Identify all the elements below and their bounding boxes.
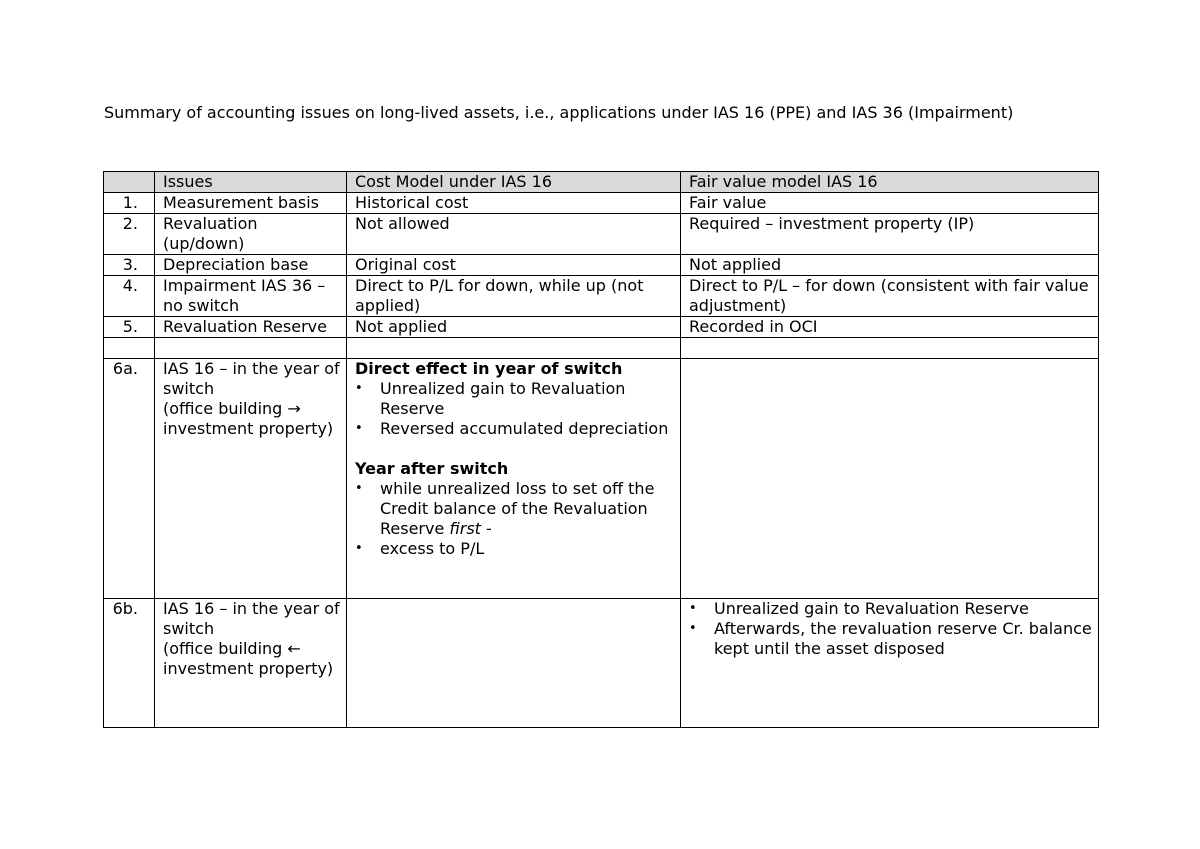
row-number: 1. xyxy=(104,193,155,214)
cost-bullet-list xyxy=(355,379,676,439)
row-issue: Revaluation Reserve xyxy=(155,317,347,338)
empty-cell xyxy=(155,338,347,359)
bullet-item: • Afterwards, the revaluation reserve Cr. balance kept until the asset disposed xyxy=(689,619,1094,659)
row-number: 6a. xyxy=(104,359,155,599)
row-issue: Depreciation base xyxy=(155,255,347,276)
table-row xyxy=(104,255,1099,276)
table-row xyxy=(104,214,1099,255)
row-fair: Not applied xyxy=(681,255,1099,276)
row-number: 4. xyxy=(104,276,155,317)
row-fair: Fair value xyxy=(681,193,1099,214)
row-issue: Revaluation (up/down) xyxy=(155,214,347,255)
row-number: 2. xyxy=(104,214,155,255)
row-cost: Original cost xyxy=(347,255,681,276)
row-cost: Historical cost xyxy=(347,193,681,214)
row-fair: Direct to P/L – for down (consistent with fair value adjustment) xyxy=(681,276,1099,317)
table-row xyxy=(104,317,1099,338)
row-issue: Impairment IAS 36 – no switch xyxy=(155,276,347,317)
bullet-text: - xyxy=(480,519,492,538)
table-row-6b xyxy=(104,599,1099,728)
issue-line: IAS 16 – in the year of switch xyxy=(163,599,340,638)
bullet-item: • Unrealized gain to Revaluation Reserve xyxy=(689,599,1094,619)
table-row xyxy=(104,276,1099,317)
row-cost xyxy=(347,599,681,728)
row-fair xyxy=(681,359,1099,599)
row-issue: Measurement basis xyxy=(155,193,347,214)
issue-line: (office building ← investment property) xyxy=(163,639,334,678)
row-issue xyxy=(155,359,347,599)
issue-line: (office building → investment property) xyxy=(163,399,334,438)
fair-bullet-list xyxy=(689,599,1094,659)
row-fair: Recorded in OCI xyxy=(681,317,1099,338)
table-header-row xyxy=(104,172,1099,193)
row-number: 3. xyxy=(104,255,155,276)
row-cost: Not applied xyxy=(347,317,681,338)
bullet-item: • Unrealized gain to Revaluation Reserve xyxy=(355,379,676,419)
bullet-item xyxy=(355,479,676,539)
cost-subheading: Direct effect in year of switch xyxy=(355,359,623,378)
empty-cell xyxy=(681,338,1099,359)
table-row xyxy=(104,193,1099,214)
issue-line: IAS 16 – in the year of switch xyxy=(163,359,340,398)
summary-table xyxy=(103,171,1099,728)
header-issues: Issues xyxy=(155,172,347,193)
row-number: 6b. xyxy=(104,599,155,728)
empty-row xyxy=(104,338,1099,359)
bullet-emphasis: first xyxy=(449,519,481,538)
row-cost: Not allowed xyxy=(347,214,681,255)
empty-cell xyxy=(347,338,681,359)
page-title: Summary of accounting issues on long-lived assets, i.e., applications under IAS 16 (PPE) and IAS 36 (Impairment) xyxy=(104,103,1014,122)
header-fair-value-model: Fair value model IAS 16 xyxy=(681,172,1099,193)
table-row-6a xyxy=(104,359,1099,599)
row-number: 5. xyxy=(104,317,155,338)
bullet-item: • Reversed accumulated depreciation xyxy=(355,419,676,439)
bullet-item: • excess to P/L xyxy=(355,539,676,559)
row-issue xyxy=(155,599,347,728)
header-cost-model: Cost Model under IAS 16 xyxy=(347,172,681,193)
row-cost: Direct to P/L for down, while up (not applied) xyxy=(347,276,681,317)
cost-subheading: Year after switch xyxy=(355,459,509,478)
bullet-text: while unrealized loss to set off the Credit balance of the Revaluation Reserve xyxy=(380,479,655,538)
empty-cell xyxy=(104,338,155,359)
row-fair: Required – investment property (IP) xyxy=(681,214,1099,255)
row-fair xyxy=(681,599,1099,728)
header-number xyxy=(104,172,155,193)
cost-bullet-list xyxy=(355,479,676,559)
row-cost xyxy=(347,359,681,599)
